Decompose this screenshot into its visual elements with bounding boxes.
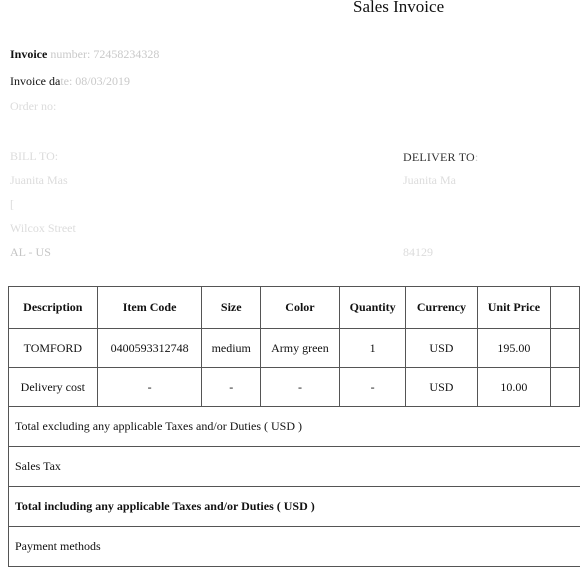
- cell-unit-price: 195.00: [477, 329, 551, 368]
- table-row: [9, 368, 580, 407]
- table-header-row: [9, 287, 580, 329]
- cell-description: TOMFORD: [9, 329, 98, 368]
- cell-size: -: [202, 368, 260, 407]
- bill-to-city: Wilcox Street: [10, 221, 76, 235]
- deliver-to-heading: [403, 150, 478, 165]
- totals-section: [8, 406, 580, 567]
- sales-tax: Sales Tax: [8, 447, 580, 487]
- invoice-date-label: Invoice da: [10, 74, 61, 88]
- header-item-code: Item Code: [97, 287, 202, 329]
- deliver-to-postal: 84129: [403, 245, 433, 259]
- order-line: [10, 99, 56, 114]
- invoice-date-line: [10, 74, 130, 89]
- header-color: Color: [260, 287, 339, 329]
- bill-to-heading: BILL TO:: [10, 149, 59, 163]
- deliver-to-colon: :: [474, 150, 479, 164]
- deliver-to-label: DELIVER TO: [403, 150, 475, 164]
- bill-to-line3: [: [10, 197, 14, 211]
- cell-color: Army green: [260, 329, 339, 368]
- invoice-number-label: Invoice: [10, 47, 48, 61]
- cell-quantity: -: [339, 368, 405, 407]
- cell-unit-price: 10.00: [477, 368, 551, 407]
- total-including-taxes: Total including any applicable Taxes and/or Duties ( USD ): [8, 487, 580, 527]
- bill-to-country: AL - US: [10, 245, 51, 259]
- cell-color: -: [260, 368, 339, 407]
- cell-currency: USD: [406, 329, 477, 368]
- header-quantity: Quantity: [339, 287, 405, 329]
- cell-overflow: [551, 368, 580, 407]
- cell-overflow: [551, 329, 580, 368]
- invoice-date-value: te: 08/03/2019: [60, 74, 130, 88]
- bill-to-name: Juanita Mas: [10, 173, 68, 187]
- cell-description: Delivery cost: [9, 368, 98, 407]
- header-size: Size: [202, 287, 260, 329]
- cell-size: medium: [202, 329, 260, 368]
- header-description: Description: [9, 287, 98, 329]
- invoice-number-value: number: 72458234328: [50, 47, 160, 61]
- cell-currency: USD: [406, 368, 477, 407]
- order-number: Order no:: [10, 99, 57, 113]
- invoice-number-line: [10, 47, 159, 62]
- items-table: [8, 286, 580, 407]
- table-row: [9, 329, 580, 368]
- header-unit-price: Unit Price: [477, 287, 551, 329]
- cell-quantity: 1: [339, 329, 405, 368]
- header-overflow: [551, 287, 580, 329]
- header-currency: Currency: [406, 287, 477, 329]
- cell-item-code: 0400593312748: [97, 329, 202, 368]
- payment-methods: Payment methods: [8, 527, 580, 567]
- cell-item-code: -: [97, 368, 202, 407]
- page-title: Sales Invoice: [353, 0, 445, 16]
- total-excluding-taxes: Total excluding any applicable Taxes and/or Duties ( USD ): [8, 407, 580, 447]
- deliver-to-name: Juanita Ma: [403, 173, 456, 187]
